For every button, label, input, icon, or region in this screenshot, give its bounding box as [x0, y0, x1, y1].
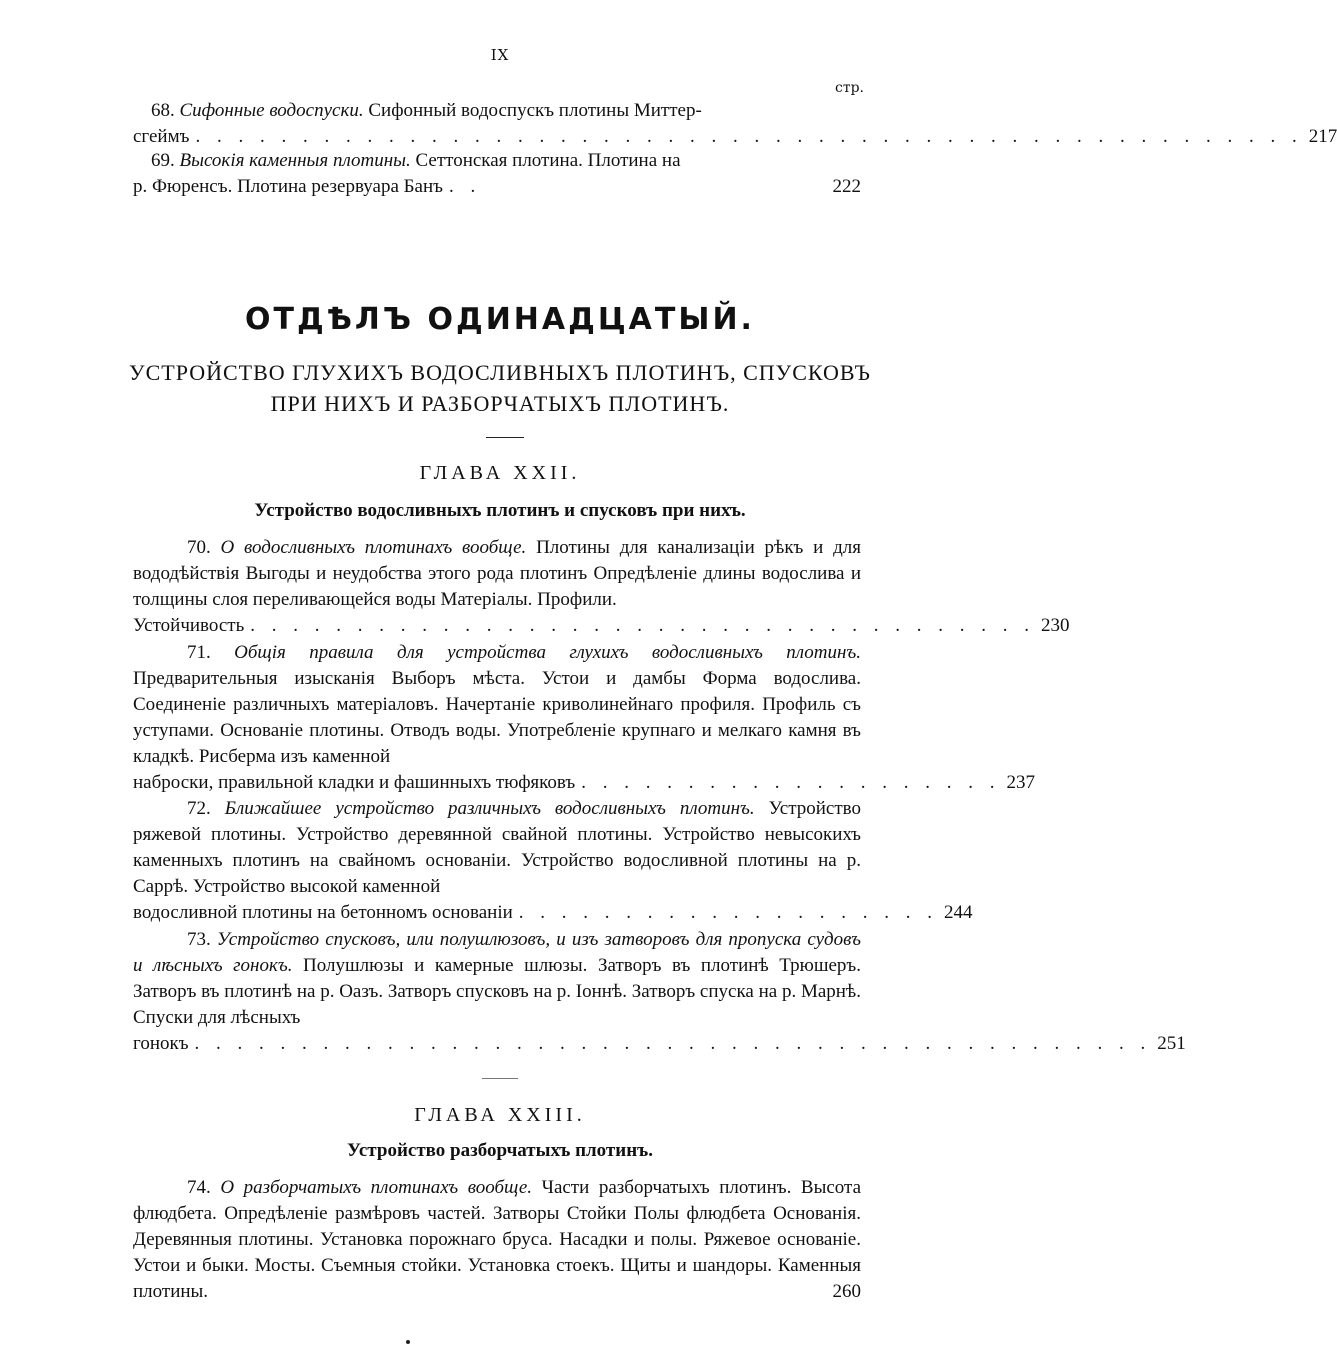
entry-number: 69.	[151, 150, 175, 171]
entry-text: водосливной плотины на бетонномъ основаніи	[133, 902, 513, 923]
entry-text: гонокъ	[133, 1033, 189, 1054]
entry-title: Общія правила для устройства глухихъ водосливныхъ плотинъ.	[234, 642, 861, 663]
section-subtitle-line: УСТРОЙСТВО ГЛУХИХЪ ВОДОСЛИВНЫХЪ ПЛОТИНЪ, СПУСКОВЪ	[129, 360, 871, 385]
entry-number: 72.	[187, 798, 211, 819]
toc-entry-70: 70. О водосливныхъ плотинахъ вообще. Плотины для канализаціи рѣкъ и для вододѣйствія Выгоды и неудобства этого рода плотинъ Опредѣленіе длины водослива и толщины слоя переливающейся воды Матеріалы. Профили. Устойчивость . . . . . . . . . . . . . . . . . . . . . . . . . . . . . . . . . . . . . 230	[133, 535, 861, 639]
entry-title: О разборчатыхъ плотинахъ вообще.	[220, 1177, 533, 1198]
entry-text: Сифонный водоспускъ плотины Миттер-	[363, 100, 702, 121]
toc-entry-72: 72. Ближайшее устройство различныхъ водосливныхъ плотинъ. Устройство ряжевой плотины. Устройство деревянной свайной плотины. Устройство невысокихъ каменныхъ плотинъ на свайномъ основаніи. Устройство водосливной плотины на р. Саррѣ. Устройство высокой каменной водосливной плотины на бетонномъ основаніи . . . . . . . . . . . . . . . . . . . . 244	[133, 796, 861, 926]
chapter-title: Устройство разборчатыхъ плотинъ.	[346, 1140, 653, 1161]
toc-entry-68: 68. Сифонные водоспуски. Сифонный водоспускъ плотины Миттер- сгеймъ . . . . . . . . . . . . . . . . . . . . . . . . . . . . . . . . . . . . . . . . . . . . . . . . . . . . 217	[133, 98, 861, 150]
chapter-heading: ГЛАВА XXIII.	[414, 1104, 586, 1126]
entry-page: 230	[1041, 615, 1070, 636]
section-subtitle	[100, 357, 900, 419]
entry-number: 73.	[187, 929, 211, 950]
entry-title: Сифонные водоспуски.	[179, 100, 364, 121]
entry-title: О водосливныхъ плотинахъ вообще.	[220, 537, 527, 558]
section-title: ОТДѢЛЪ ОДИНАДЦАТЫЙ.	[245, 302, 755, 337]
entry-title: Высокія каменныя плотины.	[179, 150, 411, 171]
page-number: IX	[490, 46, 510, 64]
entry-text: Устойчивость	[133, 615, 245, 636]
entry-number: 70.	[187, 537, 211, 558]
entry-text: Части разборчатыхъ плотинъ. Высота флюдбета. Опредѣленіе размѣровъ частей. Затворы Стойки Полы флюдбета Основанія. Деревянныя плотины. Установка порожнаго бруса. Насадки и полы. Ряжевое основаніе. Устои и быки. Мосты. Съемныя стойки. Установка стоекъ. Щиты и шандоры.	[133, 1177, 862, 1276]
entry-text: р. Фюренсъ. Плотина резервуара Банъ	[133, 176, 443, 197]
entry-text: Плотины для канализаціи рѣкъ и для вододѣйствія Выгоды и неудобства этого рода плотинъ Опредѣленіе длины водослива и толщины слоя переливающейся воды Матеріалы. Профили.	[133, 537, 861, 610]
entry-text: Устройство ряжевой плотины. Устройство деревянной свайной плотины. Устройство невысокихъ каменныхъ плотинъ на свайномъ основаніи. Устройство водосливной плотины на р. Саррѣ. Устройство высокой каменной	[133, 798, 862, 897]
entry-page: 237	[1006, 772, 1035, 793]
chapter-heading: ГЛАВА XXII.	[419, 462, 581, 484]
toc-entry-74	[133, 1175, 861, 1305]
entry-text: Каменныя плотины.	[133, 1255, 862, 1302]
chapter-title: Устройство водосливныхъ плотинъ и спусковъ при нихъ.	[254, 500, 746, 521]
entry-number: 71.	[187, 642, 211, 663]
divider	[482, 1078, 518, 1079]
entry-text: Предварительныя изысканія Выборъ мѣста. Устои и дамбы Форма водослива. Соединеніе различныхъ матеріаловъ. Начертаніе криволинейнаго профиля. Профиль съ уступами. Основаніе плотины. Отводъ воды. Употребленіе крупнаго и мелкаго камня въ кладкѣ. Рисберма изъ каменной	[133, 668, 861, 767]
entry-page: 251	[1157, 1033, 1186, 1054]
entry-number: 74.	[187, 1177, 211, 1198]
entry-title: Ближайшее устройство различныхъ водосливныхъ плотинъ.	[224, 798, 755, 819]
entry-number: 68.	[151, 100, 175, 121]
page-column-label: стр.	[835, 80, 864, 96]
entry-page: 260	[832, 1281, 861, 1302]
entry-text: Полушлюзы и камерные шлюзы. Затворъ въ плотинѣ Трюшеръ. Затворъ въ плотинѣ на р. Оазъ. Затворъ спусковъ на р. Іоннѣ. Затворъ спуска на р. Марнѣ. Спуски для лѣсныхъ	[133, 955, 862, 1028]
entry-text: наброски, правильной кладки и фашинныхъ тюфяковъ	[133, 772, 576, 793]
entry-page: 244	[944, 902, 973, 923]
toc-entry-69: 69. Высокія каменныя плотины. Сеттонская плотина. Плотина на р. Фюренсъ. Плотина резервуара Банъ . . 222	[133, 148, 861, 200]
entry-page: 222	[832, 176, 861, 197]
toc-entry-73: 73. Устройство спусковъ, или полушлюзовъ, и изъ затворовъ для пропуска судовъ и лѣсныхъ гонокъ. Полушлюзы и камерные шлюзы. Затворъ въ плотинѣ Трюшеръ. Затворъ въ плотинѣ на р. Оазъ. Затворъ спусковъ на р. Іоннѣ. Затворъ спуска на р. Марнѣ. Спуски для лѣсныхъ гонокъ . . . . . . . . . . . . . . . . . . . . . . . . . . . . . . . . . . . . . . . . . . . . . 251	[133, 927, 861, 1057]
print-mark	[406, 1340, 410, 1344]
divider	[486, 437, 524, 438]
section-subtitle-line: ПРИ НИХЪ И РАЗБОРЧАТЫХЪ ПЛОТИНЪ.	[270, 391, 730, 416]
entry-text: сгеймъ	[133, 126, 190, 147]
entry-page: 217	[1308, 126, 1337, 147]
toc-entry-71: 71. Общія правила для устройства глухихъ водосливныхъ плотинъ. Предварительныя изысканія Выборъ мѣста. Устои и дамбы Форма водослива. Соединеніе различныхъ матеріаловъ. Начертаніе криволинейнаго профиля. Профиль съ уступами. Основаніе плотины. Отводъ воды. Употребленіе крупнаго и мелкаго камня въ кладкѣ. Рисберма изъ каменной наброски, правильной кладки и фашинныхъ тюфяковъ . . . . . . . . . . . . . . . . . . . . 237	[133, 640, 861, 796]
entry-title: Устройство спусковъ, или полушлюзовъ, и изъ затворовъ для пропуска судовъ и лѣсныхъ гонокъ.	[133, 929, 861, 976]
entry-text: Сеттонская плотина. Плотина на	[410, 150, 681, 171]
